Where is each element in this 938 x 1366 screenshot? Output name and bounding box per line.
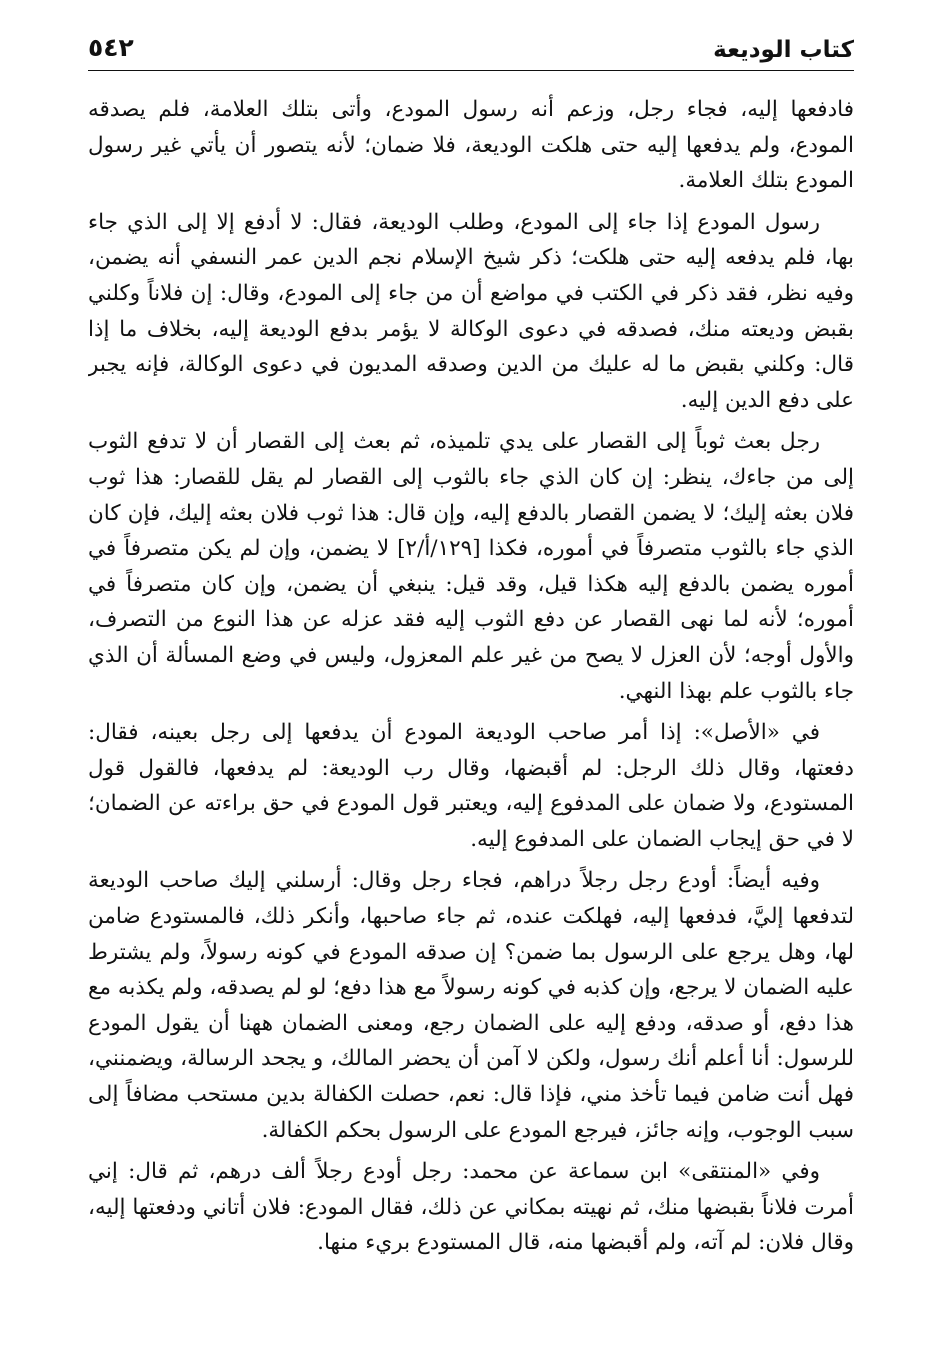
body-text xyxy=(88,92,854,1340)
paragraph-launderer: رجل بعث ثوباً إلى القصار على يدي تلميذه، ثم بعث إلى القصار أن لا تدفع الثوب إلى من جاءك، ينظر: إن كان الذي جاء بالثوب إلى القصار لم يقل للقصار: هذا ثوب فلان بعثه إليك؛ لا يضمن القصار بالدفع إليه، وإن قال: هذا ثوب فلان بعثه إليك، فإن كان الذي جاء بالثوب متصرفاً في أموره، فكذا [١٢٩/أ/٢] لا يضمن، وإن لم يكن متصرفاً في أموره يضمن بالدفع إليه هكذا قيل، وقد قيل: ينبغي أن يضمن، وإن كان متصرفاً في أموره؛ لأنه لما نهى القصار عن دفع الثوب إليه فقد عزله عن هذا النوع من التصرف، والأول أوجه؛ لأن العزل لا يصح من غير علم المعزول، وليس في وضع المسألة أن الذي جاء بالثوب علم بهذا النهي. xyxy=(88,429,854,704)
paragraph-also: وفيه أيضاً: أودع رجل رجلاً دراهم، فجاء رجل وقال: أرسلني إليك صاحب الوديعة لتدفعها إليَّ، فدفعها إليه، فهلكت عنده، ثم جاء صاحبها، وأنكر ذلك، فالمستودع ضامن لها، وهل يرجع على الرسول بما ضمن؟ إن صدقه المودع في كونه رسولاً، ولم يشترط عليه الضمان لا يرجع، وإن كذبه في كونه رسولاً مع هذا دفع؛ لو لم يصدقه، ولم يكذبه مع هذا دفع، أو صدقه، ودفع إليه على الضمان رجع، ومعنى الضمان ههنا أن يقول المودع للرسول: أنا أعلم أنك رسول، ولكن لا آمن أن يحضر المالك، و يجحد الرسالة، ويضمنني، فهل أنت ضامن فيما تأخذ مني، فإذا قال: نعم، حصلت الكفالة بدين مستحب مضافاً إلى سبب الوجوب، وإنه جائز، فيرجع المودع على الرسول بحكم الكفالة. xyxy=(88,868,854,1143)
paragraph-al-muntaqa: وفي «المنتقى» ابن سماعة عن محمد: رجل أودع رجلاً ألف درهم، ثم قال: إني أمرت فلاناً بقبضها منك، ثم نهيته بمكاني عن ذلك، فقال المودع: فلان أتاني ودفعتها إليه، وقال فلان: لم آته، ولم أقبضها منه، قال المستودع بريء منها. xyxy=(88,1159,854,1256)
page-number: ٥٤٢ xyxy=(88,33,134,62)
paragraph-al-asl: في «الأصل»: إذا أمر صاحب الوديعة المودع أن يدفعها إلى رجل بعينه، فقال: دفعتها، وقال ذلك الرجل: لم أقبضها، وقال رب الوديعة: لم يدفعها، فالقول قول المستودع، ولا ضمان على المدفوع إليه، ويعتبر قول المودع في حق براءته عن الضمان؛ لا في حق إيجاب الضمان على المدفوع إليه. xyxy=(88,720,854,852)
header-rule xyxy=(88,70,854,71)
paragraph-messenger: رسول المودع إذا جاء إلى المودع، وطلب الوديعة، فقال: لا أدفع إلا إلى الذي جاء بها، فلم يدفعه إليه حتى هلكت؛ ذكر شيخ الإسلام نجم الدين عمر النسفي أنه يضمن، وفيه نظر، فقد ذكر في الكتب في مواضع أن من جاء إلى المودع، وقال: إن فلاناً وكلني بقبض وديعته منك، فصدقه في دعوى الوكالة لا يؤمر بدفع الوديعة إليه، بخلاف ما إذا قال: وكلني بقبض ما له عليك من الدين وصدقه المديون في دعوى الوكالة، فإنه يجبر على دفع الدين إليه. xyxy=(88,209,854,413)
book-title: كتاب الوديعة xyxy=(713,37,854,63)
running-head xyxy=(88,32,854,72)
paragraph-continuation: فادفعها إليه، فجاء رجل، وزعم أنه رسول المودع، وأتى بتلك العلامة، فلم يصدقه المودع، ولم يدفعها إليه حتى هلكت الوديعة، فلا ضمان؛ لأنه يتصور أن يأتي غير رسول المودع بتلك العلامة. xyxy=(88,97,854,194)
